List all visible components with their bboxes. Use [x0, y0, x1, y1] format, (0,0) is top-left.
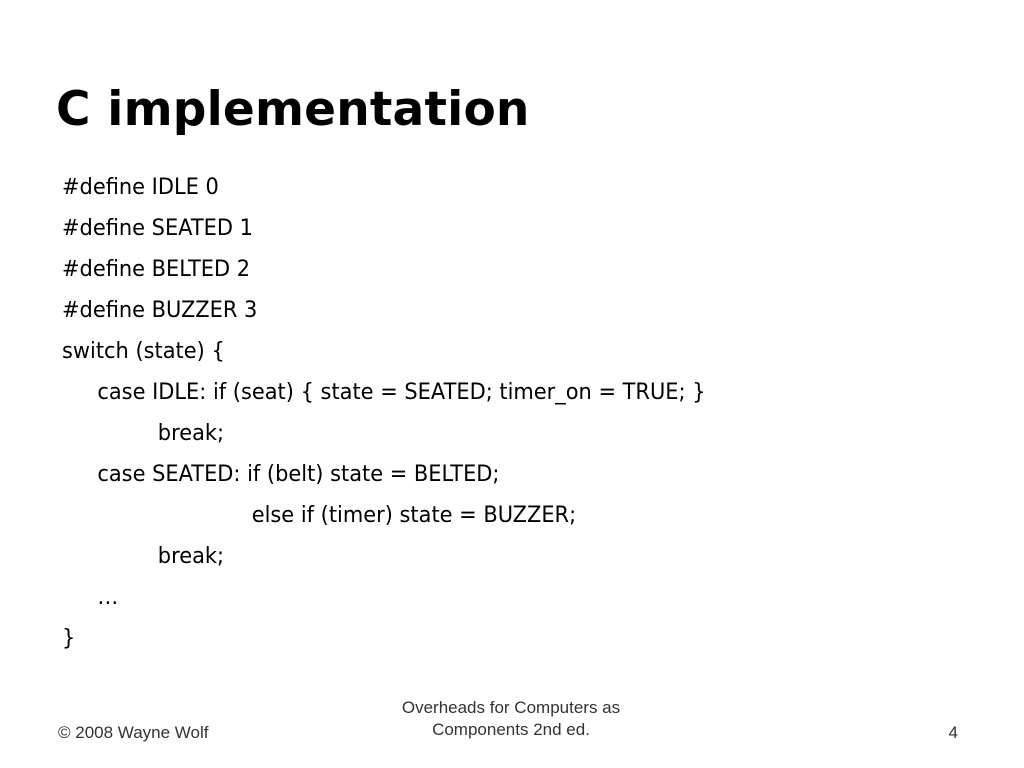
footer-source	[372, 697, 650, 741]
slide-title: C implementation	[56, 82, 530, 137]
footer-source-line: Components 2nd ed.	[432, 720, 590, 739]
code-line: break;	[157, 420, 225, 446]
footer-source-line: Overheads for Computers as	[401, 698, 621, 717]
code-line: case IDLE: if (seat) { state = SEATED; timer_on = TRUE; }	[97, 379, 706, 405]
code-line: #define SEATED 1	[62, 215, 253, 241]
code-line: else if (timer) state = BUZZER;	[251, 502, 577, 528]
code-line: switch (state) {	[62, 338, 225, 364]
footer-copyright: © 2008 Wayne Wolf	[58, 723, 209, 742]
code-line: case SEATED: if (belt) state = BELTED;	[97, 461, 500, 487]
code-line: #define BUZZER 3	[62, 297, 258, 323]
code-listing	[62, 167, 754, 659]
code-line: #define IDLE 0	[62, 174, 219, 200]
code-line: break;	[157, 543, 225, 569]
page-number: 4	[948, 723, 958, 742]
code-line: }	[62, 625, 76, 651]
code-line: …	[97, 584, 119, 610]
code-line: #define BELTED 2	[62, 256, 251, 282]
